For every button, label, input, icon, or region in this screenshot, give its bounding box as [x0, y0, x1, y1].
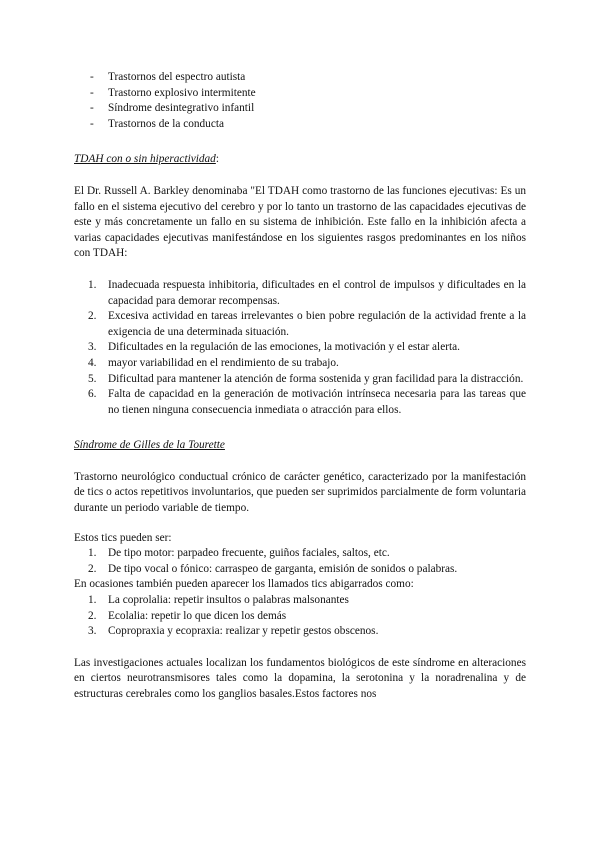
list-number: 6. [88, 388, 97, 401]
list-item-text: De tipo motor: parpadeo frecuente, guiños faciales, saltos, etc. [108, 547, 390, 560]
tourette-heading-line [74, 438, 526, 454]
list-item [74, 387, 526, 418]
tdah-intro-paragraph: El Dr. Russell A. Barkley denominaba "El TDAH como trastorno de las funciones ejecutivas: Es un fallo en el sistema ejecutivo del cerebro y por lo tanto un trastorno de las capacidades ejecutivas de este y más concretamente un fallo en su sistema de inhibición. Este fallo en la inhibición afecta a varias capacidades ejecutivas manifestándose en los siguientes rasgos predominantes en los niños con TDAH: [74, 184, 526, 260]
list-number: 2. [88, 310, 97, 323]
tdah-traits-list [74, 278, 526, 418]
list-item: - Síndrome desintegrativo infantil [74, 101, 526, 117]
list-number: 5. [88, 372, 97, 385]
tourette-heading: Síndrome de Gilles de la Tourette [74, 439, 225, 452]
list-number: 3. [88, 625, 97, 638]
tdah-heading-colon: : [215, 153, 219, 166]
list-number: 2. [88, 562, 97, 575]
list-item: - Trastorno explosivo intermitente [74, 86, 526, 102]
list-number: 2. [88, 609, 97, 622]
list-number: 4. [88, 356, 97, 369]
list-item-text: La coprolalia: repetir insultos o palabras malsonantes [108, 594, 349, 607]
tics-list [74, 546, 526, 577]
list-item [74, 609, 526, 625]
list-item-text: Ecolalia: repetir lo que dicen los demás [108, 609, 287, 622]
list-number: 1. [88, 594, 97, 607]
list-item [74, 562, 526, 578]
list-item [74, 546, 526, 562]
list-item-text: Copropraxia y ecopraxia: realizar y repetir gestos obscenos. [108, 625, 379, 638]
list-item: - Trastornos del espectro autista [74, 70, 526, 86]
tdah-heading-line [74, 152, 526, 168]
tdah-heading: TDAH con o sin hiperactividad [74, 153, 216, 166]
tics-intro: Estos tics pueden ser: [74, 531, 172, 544]
list-item-text: Dificultad para mantener la atención de forma sostenida y gran facilidad para la distracción. [108, 372, 524, 385]
disorders-dash-list [74, 70, 526, 132]
list-item-text: Excesiva actividad en tareas irrelevantes o bien pobre regulación de la actividad frente a la exigencia de una determinada situación. [108, 310, 526, 338]
abigarrados-list [74, 593, 526, 640]
list-item-text: Dificultades en la regulación de las emociones, la motivación y el estar alerta. [108, 341, 460, 354]
abigarrados-intro: En ocasiones también pueden aparecer los llamados tics abigarrados como: [74, 578, 414, 591]
list-item-text: De tipo vocal o fónico: carraspeo de garganta, emisión de sonidos o palabras. [108, 562, 458, 575]
list-item-text: Falta de capacidad en la generación de motivación intrínseca necesaria para las tareas que no tienen ninguna consecuencia inmediata o atracción para ellos. [108, 388, 526, 416]
list-item [74, 278, 526, 309]
page-content [74, 70, 526, 703]
list-item [74, 340, 526, 356]
closing-paragraph: Las investigaciones actuales localizan los fundamentos biológicos de este síndrome en alteraciones en ciertos neurotransmisores tales como la dopamina, la serotonina y la noradrenalina y de estructuras cerebrales como los ganglios basales.Estos factores nos [74, 656, 526, 700]
list-item [74, 309, 526, 340]
list-number: 3. [88, 341, 97, 354]
list-item [74, 356, 526, 372]
list-item [74, 593, 526, 609]
tourette-intro-paragraph: Trastorno neurológico conductual crónico de carácter genético, caracterizado por la manifestación de tics o actos repetitivos involuntarios, que pueden ser suprimidos parcialmente de form voluntaria durante un periodo variable de tiempo. [74, 470, 526, 515]
list-number: 1. [88, 278, 97, 291]
list-number: 1. [88, 547, 97, 560]
list-item-text: mayor variabilidad en el rendimiento de su trabajo. [108, 356, 339, 369]
list-item [74, 372, 526, 388]
list-item-text: Inadecuada respuesta inhibitoria, dificultades en el control de impulsos y dificultades en la capacidad para demorar recompensas. [108, 278, 526, 307]
list-item [74, 624, 526, 640]
list-item: - Trastornos de la conducta [74, 117, 526, 133]
